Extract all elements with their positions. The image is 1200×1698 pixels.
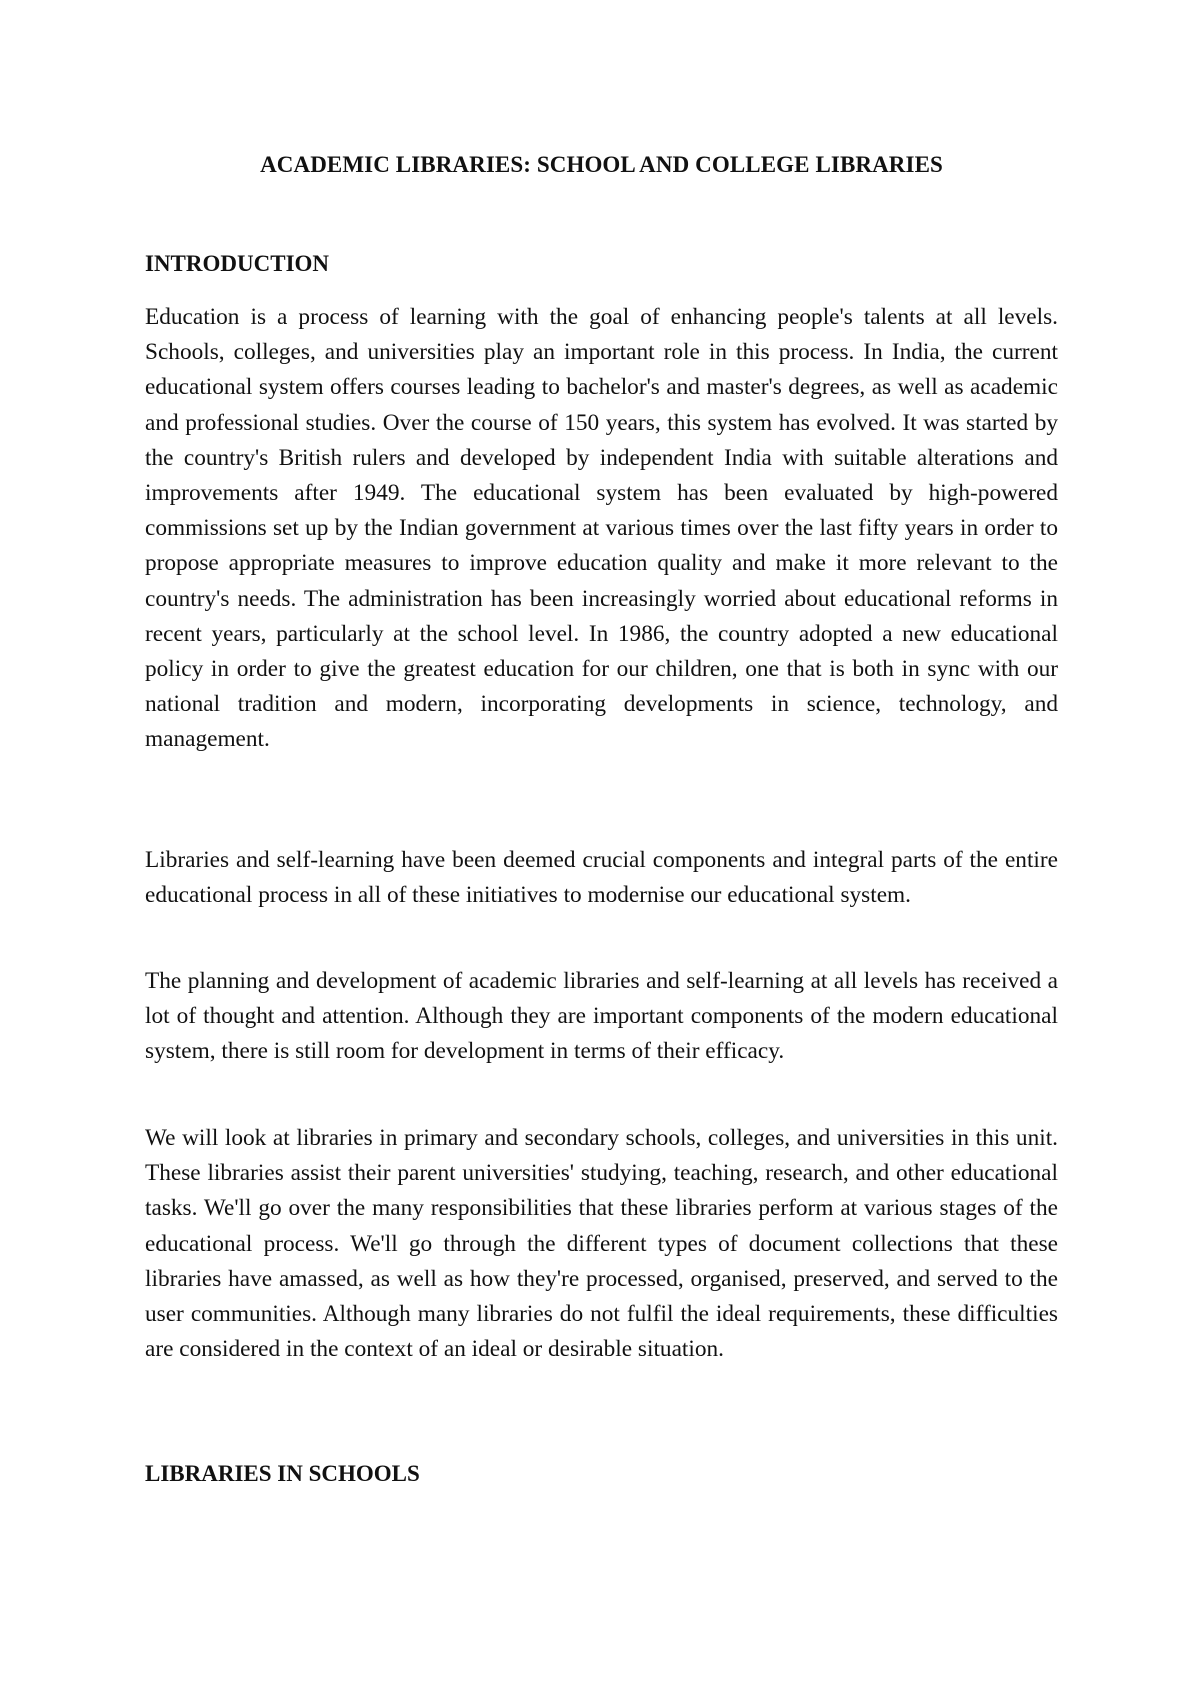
introduction-paragraph-2: Libraries and self-learning have been deemed crucial components and integral parts of the entire educational process in all of these initiatives to modernise our educational system. xyxy=(145,847,1058,909)
introduction-paragraph-3: The planning and development of academic libraries and self-learning at all levels has received a lot of thought and attention. Although they are important components of the modern educational system, there is still room for development in terms of their efficacy. xyxy=(145,968,1058,1065)
document-title: ACADEMIC LIBRARIES: SCHOOL AND COLLEGE LIBRARIES xyxy=(260,152,943,177)
section-heading-libraries-in-schools: LIBRARIES IN SCHOOLS xyxy=(145,1461,420,1486)
introduction-paragraph-4: We will look at libraries in primary and secondary schools, colleges, and universities in this unit. These libraries assist their parent universities' studying, teaching, research, and other educational tasks. We'll go over the many responsibilities that these libraries perform at various stages of the educational process. We'll go through the different types of document collections that these libraries have amassed, as well as how they're processed, organised, preserved, and served to the user communities. Although many libraries do not fulfil the ideal requirements, these difficulties are considered in the context of an ideal or desirable situation. xyxy=(145,1125,1058,1363)
section-heading-introduction: INTRODUCTION xyxy=(145,251,330,276)
introduction-paragraph-1: Education is a process of learning with the goal of enhancing people's talents at all levels. Schools, colleges, and universities play an important role in this process. In India, the current educational system offers courses leading to bachelor's and master's degrees, as well as academic and professional studies. Over the course of 150 years, this system has evolved. It was started by the country's British rulers and developed by independent India with suitable alterations and improvements after 1949. The educational system has been evaluated by high-powered commissions set up by the Indian government at various times over the last fifty years in order to propose appropriate measures to improve education quality and make it more relevant to the country's needs. The administration has been increasingly worried about educational reforms in recent years, particularly at the school level. In 1986, the country adopted a new educational policy in order to give the greatest education for our children, one that is both in sync with our national tradition and modern, incorporating developments in science, technology, and management. xyxy=(145,304,1058,753)
